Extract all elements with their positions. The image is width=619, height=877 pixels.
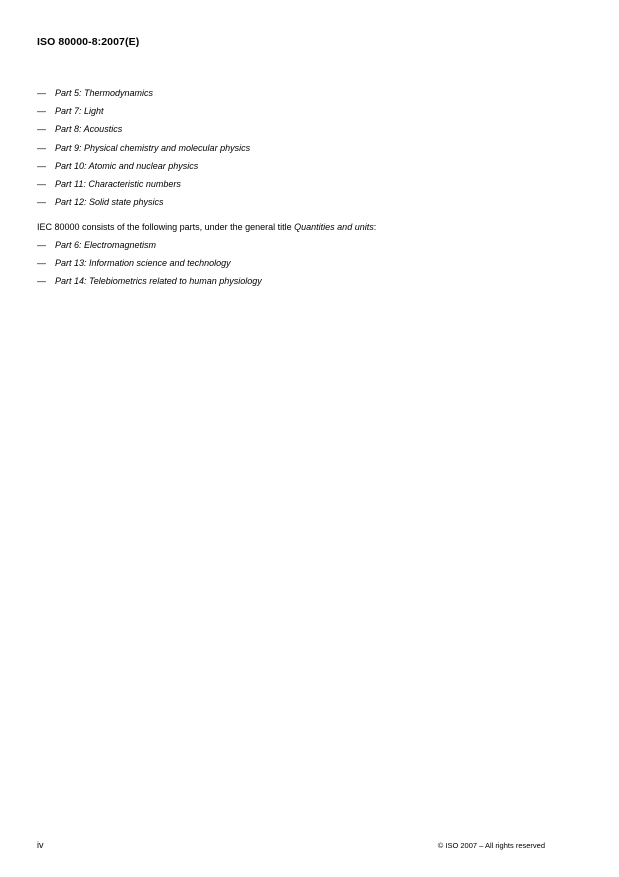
page-number: iv [37, 840, 44, 850]
list-dash: — [37, 276, 46, 287]
list-item-text: Part 6: Electromagnetism [55, 240, 157, 250]
list-item [37, 157, 250, 175]
list-item [37, 84, 250, 102]
iec-intro-paragraph [37, 218, 376, 236]
list-dash: — [37, 178, 46, 189]
iec-intro-colon: : [373, 222, 377, 232]
list-dash: — [37, 88, 46, 98]
iec-parts-list [37, 236, 262, 291]
list-item-text: Part 13: Information science and technology [55, 258, 231, 269]
list-dash: — [37, 240, 46, 250]
iec-general-title: Quantities and units [294, 222, 374, 232]
list-item [37, 102, 250, 120]
list-item [37, 175, 250, 193]
list-dash: — [37, 106, 46, 117]
list-item [37, 272, 262, 290]
list-dash: — [37, 258, 46, 269]
list-item-text: Part 12: Solid state physics [55, 197, 164, 208]
list-dash: — [37, 142, 46, 153]
iso-parts-list [37, 84, 250, 211]
list-item-text: Part 10: Atomic and nuclear physics [55, 160, 199, 171]
list-item [37, 193, 250, 211]
list-item-text: Part 9: Physical chemistry and molecular physics [55, 142, 251, 153]
list-item-text: Part 8: Acoustics [55, 124, 123, 135]
list-dash: — [37, 197, 46, 208]
iec-intro-text: IEC 80000 consists of the following parts, under the general title [37, 222, 295, 232]
list-item [37, 254, 262, 272]
document-id-header: ISO 80000-8:2007(E) [37, 36, 140, 48]
list-item [37, 236, 262, 254]
list-item [37, 139, 250, 157]
list-item-text: Part 14: Telebiometrics related to human physiology [55, 276, 262, 287]
copyright-notice: © ISO 2007 – All rights reserved [437, 841, 545, 850]
list-item [37, 120, 250, 138]
list-item-text: Part 11: Characteristic numbers [55, 178, 181, 189]
list-dash: — [37, 160, 46, 171]
list-item-text: Part 7: Light [55, 106, 104, 117]
list-dash: — [37, 124, 46, 135]
list-item-text: Part 5: Thermodynamics [55, 88, 154, 98]
